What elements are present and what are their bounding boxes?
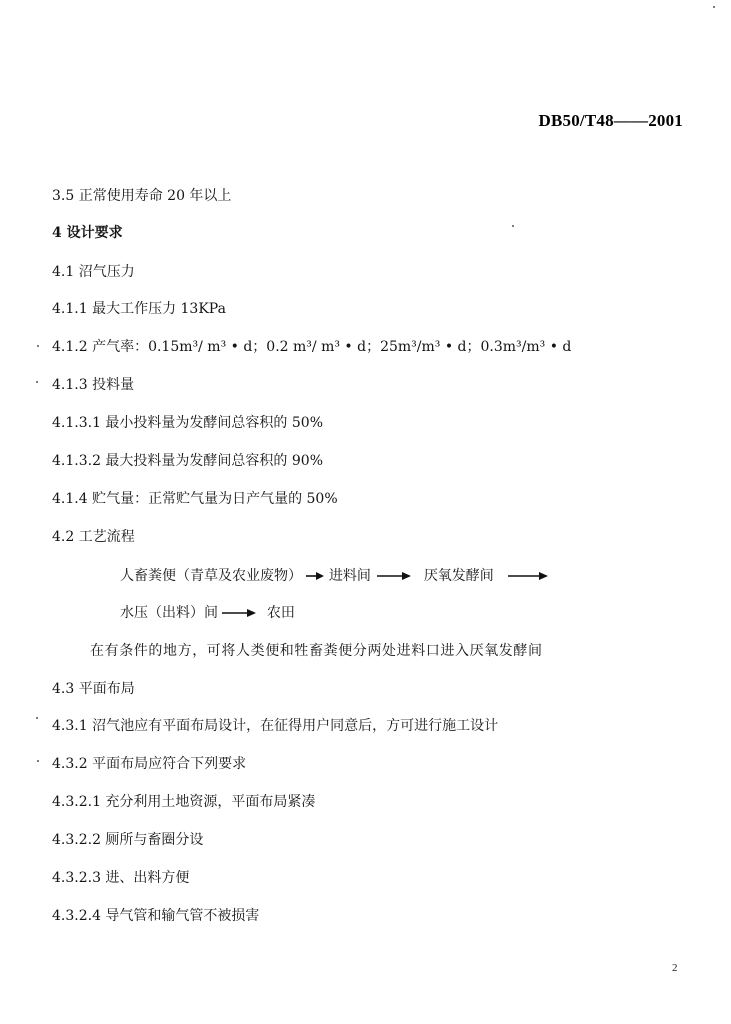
clause-4-3-2-3: 4.3.2.3 进、出料方便 <box>52 870 190 886</box>
flow-step-manure: 人畜粪便（青草及农业废物） <box>120 568 302 584</box>
clause-4-3-2-2: 4.3.2.2 厕所与畜圈分设 <box>52 832 204 848</box>
document-code-header: DB50/T48——2001 <box>538 111 683 130</box>
clause-4-1-2: 4.1.2 产气率：0.15m³/ m³ • d；0.2 m³/ m³ • d；25m³/m³ • d；0.3m³/m³ • d <box>52 339 572 355</box>
scan-speck <box>36 717 38 719</box>
scan-speck <box>512 225 514 227</box>
clause-4-3-2-1: 4.3.2.1 充分利用土地资源，平面布局紧凑 <box>52 794 316 810</box>
flow-note: 在有条件的地方，可将人类便和牲畜粪便分两处进料口进入厌氧发酵间 <box>90 643 543 659</box>
flow-step-feed-room: 进料间 <box>328 568 371 584</box>
page-number: 2 <box>672 962 678 974</box>
arrow-right-icon <box>506 571 548 581</box>
clause-4-1-3-1: 4.1.3.1 最小投料量为发酵间总容积的 50% <box>52 415 323 431</box>
clause-3-5: 3.5 正常使用寿命 20 年以上 <box>52 188 232 204</box>
clause-4-3-2-4: 4.3.2.4 导气管和输气管不被损害 <box>52 908 260 924</box>
flow-step-digester: 厌氧发酵间 <box>423 568 494 584</box>
clause-4-1-4: 4.1.4 贮气量：正常贮气量为日产气量的 50% <box>52 491 338 507</box>
scan-speck <box>37 345 39 347</box>
clause-4-1-3: 4.1.3 投料量 <box>52 377 135 393</box>
flow-step-outlet: 水压（出料）间 <box>120 605 218 621</box>
section-4-heading: 4 设计要求 <box>52 225 123 241</box>
process-flow-row-2 <box>120 602 295 622</box>
arrow-right-icon <box>306 571 324 581</box>
clause-4-1: 4.1 沼气压力 <box>52 264 135 280</box>
arrow-right-icon <box>222 608 256 618</box>
scan-speck <box>36 381 38 383</box>
scan-speck <box>713 6 715 8</box>
clause-4-3-1: 4.3.1 沼气池应有平面布局设计，在征得用户同意后，方可进行施工设计 <box>52 718 499 734</box>
clause-4-3: 4.3 平面布局 <box>52 681 135 697</box>
clause-4-2: 4.2 工艺流程 <box>52 529 135 545</box>
clause-4-3-2: 4.3.2 平面布局应符合下列要求 <box>52 756 247 772</box>
scan-speck <box>37 760 39 762</box>
process-flow-row-1 <box>120 565 548 585</box>
clause-4-1-3-2: 4.1.3.2 最大投料量为发酵间总容积的 90% <box>52 453 323 469</box>
arrow-right-icon <box>375 571 411 581</box>
clause-4-1-1: 4.1.1 最大工作压力 13KPa <box>52 301 226 317</box>
flow-step-farmland: 农田 <box>266 605 295 621</box>
